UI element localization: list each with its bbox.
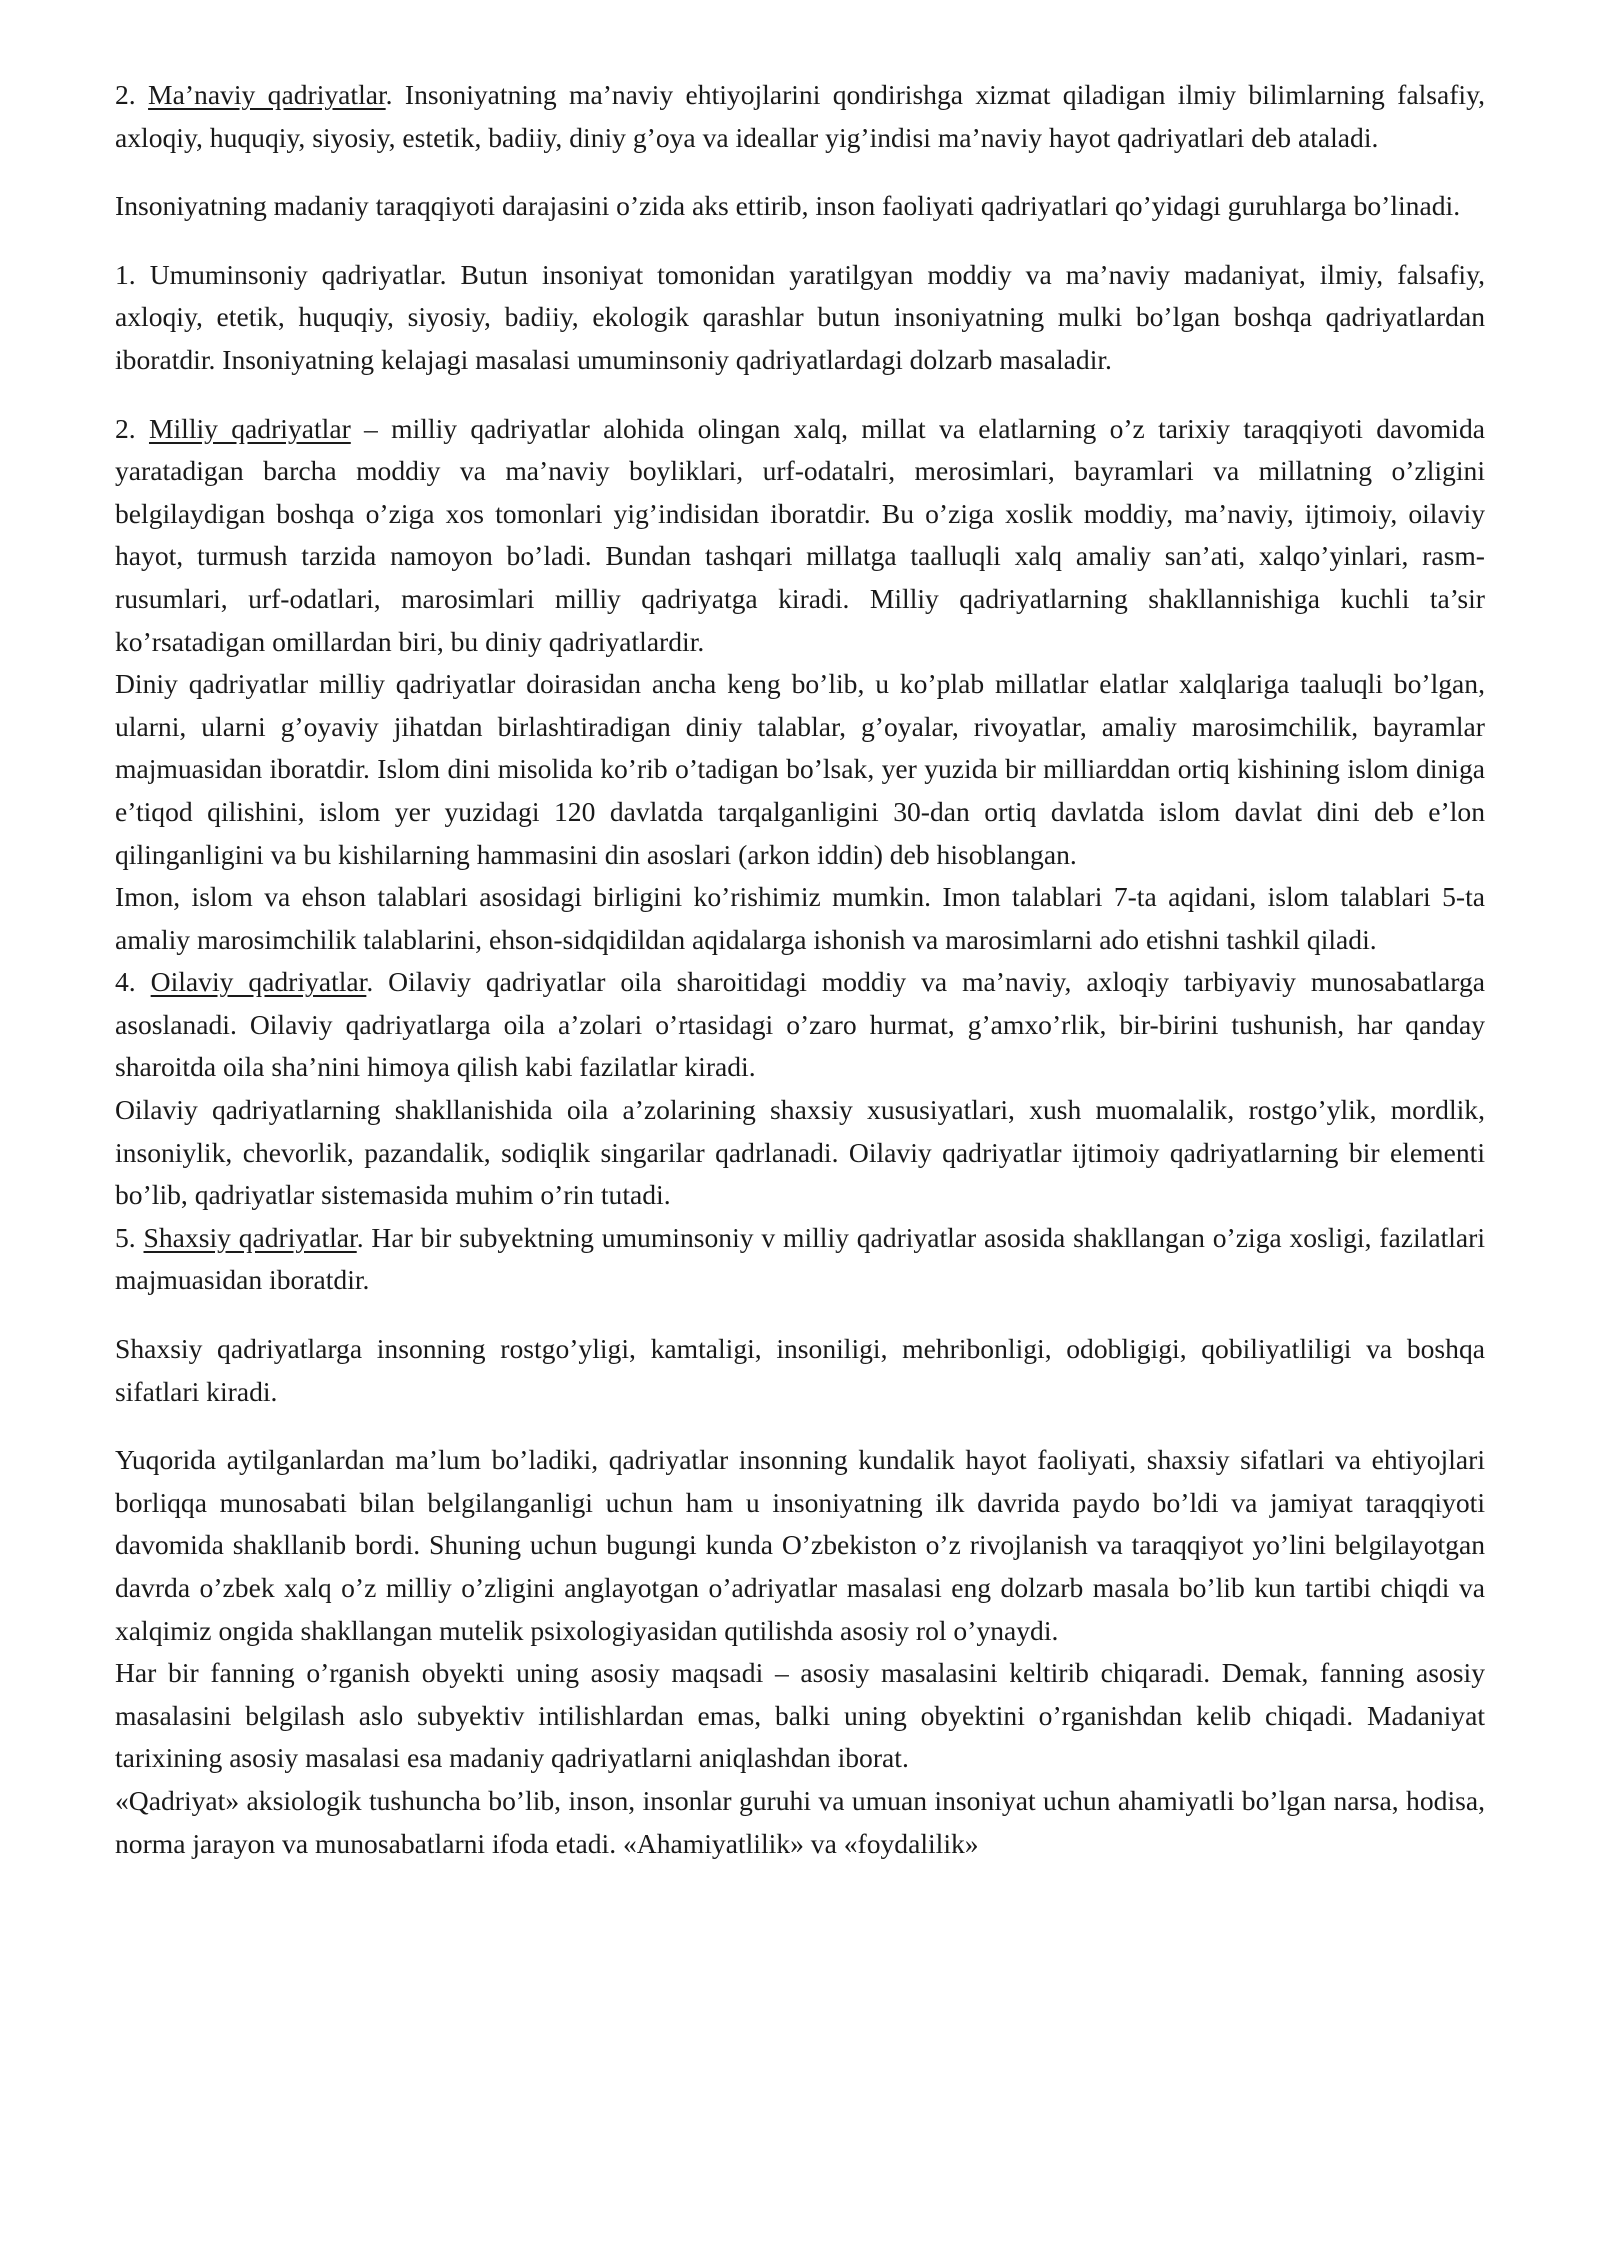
underlined-term: Ma’naviy qadriyatlar — [148, 79, 386, 110]
underlined-term: Oilaviy qadriyatlar — [150, 966, 367, 998]
paragraph-text: . Har bir subyektning umuminsoniy v milliy qadriyatlar asosida shakllangan o’ziga xosligi, fazilatlari majmuasidan iboratdir. — [115, 1221, 1486, 1296]
paragraph-value-concept: «Qadriyat» aksiologik tushuncha bo’lib, inson, insonlar guruhi va umuan insoniyat uchun ahamiyatli bo’lgan narsa, hodisa, norma jarayon va munosabatlarni ifoda etadi. «Ahamiyatlilik» va «foydalilik» — [115, 1784, 1485, 1859]
paragraph-science-object: Har bir fanning o’rganish obyekti uning asosiy maqsadi – asosiy masalasini keltirib chiqaradi. Demak, fanning asosiy masalasini belgilash aslo subyektiv intilishlardan emas, balki uning obyektini o’rganishdan kelib chiqadi. Madaniyat tarixining asosiy masalasi esa madaniy qadriyatlarni aniqlashdan iborat. — [115, 1657, 1485, 1774]
paragraph-text: . Oilaviy qadriyatlar oila sharoitidagi moddiy va ma’naviy, axloqiy tarbiyaviy munosabatlarga asoslanadi. Oilaviy qadriyatlarga oila a’zolari o’rtasidagi o’zaro hurmat, g’amxo’rlik, bir-birini tushunish, har qanday sharoitda oila sha’nini himoya qilish kabi fazilatlar kiradi. — [115, 966, 1486, 1083]
item-number: 2. — [115, 412, 149, 444]
paragraph-groups-intro: Insoniyatning madaniy taraqqiyoti darajasini o’zida aks ettirib, inson faoliyati qadriyatlari qo’yidagi guruhlarga bo’linadi. — [115, 190, 1461, 222]
underlined-term: Shaxsiy qadriyatlar — [143, 1221, 357, 1253]
paragraph-personal-values-list: Shaxsiy qadriyatlarga insonning rostgo’yligi, kamtaligi, insoniligi, mehribonligi, odobligigi, qobiliyatliligi va boshqa sifatlari kiradi. — [115, 1333, 1485, 1407]
paragraph-family-values-formation: Oilaviy qadriyatlarning shakllanishida oila a’zolarining shaxsiy xususiyatlari, xush muomalalik, rostgo’ylik, mordlik, insoniylik, chevorlik, pazandalik, sodiqlik singarilar qadrlanadi. Oilaviy qadriyatlar ijtimoiy qadriyatlarning bir elementi bo’lib, qadriyatlar sistemasida muhim o’rin tutadi. — [115, 1094, 1485, 1211]
paragraph-personal-values — [115, 1217, 1485, 1302]
paragraph-universal-values: 1. Umuminsoniy qadriyatlar. Butun insoniyat tomonidan yaratilgyan moddiy va ma’naviy madaniyat, ilmiy, falsafiy, axloqiy, etetik, huquqiy, siyosiy, badiiy, ekologik qarashlar butun insoniyatning mulki bo’lgan boshqa qadriyatlardan iboratdir. Insoniyatning kelajagi masalasi umuminsoniy qadriyatlardagi dolzarb masaladir. — [115, 258, 1485, 375]
paragraph-national-values — [115, 408, 1485, 664]
item-number: 4. — [115, 966, 151, 998]
paragraph-religious-values: Diniy qadriyatlar milliy qadriyatlar doirasidan ancha keng bo’lib, u ko’plab millatlar elatlar xalqlariga taaluqli bo’lgan, ularni, ularni g’oyaviy jihatdan birlashtiradigan diniy talablar, g’oyalar, rivoyatlar, amaliy marosimchilik, bayramlar majmuasidan iboratdir. Islom dini misolida ko’rib o’tadigan bo’lsak, yer yuzida bir milliarddan ortiq kishining islom diniga e’tiqod qilishini, islom yer yuzidagi 120 davlatda tarqalganligini 30-dan ortiq davlatda islom davlat dini deb e’lon qilinganligini va bu kishilarning hammasini din asoslari (arkon iddin) deb hisoblangan. — [115, 668, 1485, 870]
paragraph-iman-islam-ehson: Imon, islom va ehson talablari asosidagi birligini ko’rishimiz mumkin. Imon talablari 7-ta aqidani, islom talablari 5-ta amaliy marosimchilik talablarini, ehson-sidqidildan aqidalarga ishonish va marosimlarni ado etishni tashkil qiladi. — [115, 881, 1485, 955]
paragraph-conclusion: Yuqorida aytilganlardan ma’lum bo’ladiki, qadriyatlar insonning kundalik hayot faoliyati, shaxsiy sifatlari va ehtiyojlari borliqqa munosabati bilan belgilanganligi uchun ham u insoniyatning ilk davrida paydo bo’ldi va jamiyat taraqqiyoti davomida shakllanib bordi. Shuning uchun bugungi kunda O’zbekiston o’z rivojlanish va taraqqiyot yo’lini belgilayotgan davrda o’zbek xalq o’z milliy o’zligini anglayotgan o’adriyatlar masalasi eng dolzarb masala bo’lib kun tartibi chiqdi va xalqimiz ongida shakllangan mutelik psixologiyasidan qutilishda asosiy rol o’ynaydi. — [115, 1444, 1485, 1646]
underlined-term: Milliy qadriyatlar — [148, 412, 351, 444]
paragraph-text: – milliy qadriyatlar alohida olingan xalq, millat va elatlarning o’z tarixiy taraqqiyoti davomida yaratadigan barcha moddiy va ma’naviy boyliklari, urf-odatalri, merosimlari, bayramlari va millatning o’zligini belgilaydigan boshqa o’ziga xos tomonlari yig’indisidan iboratdir. Bu o’ziga xoslik moddiy, ma’naviy, ijtimoiy, oilaviy hayot, turmush tarzida namoyon bo’ladi. Bundan tashqari millatga taalluqli xalq amaliy san’ati, xalqo’yinlari, rasm-rusumlari, urf-odatlari, marosimlari milliy qadriyatga kiradi. Milliy qadriyatlarning shakllannishiga kuchli ta’sir ko’rsatadigan omillardan biri, bu diniy qadriyatlardir. — [115, 412, 1486, 657]
item-number: 5. — [115, 1221, 144, 1253]
paragraph-family-values — [115, 961, 1485, 1089]
paragraph-spiritual-values — [115, 74, 1485, 159]
paragraph-text: . Insoniyatning ma’naviy ehtiyojlarini qondirishga xizmat qiladigan ilmiy bilimlarning falsafiy, axloqiy, huquqiy, siyosiy, estetik, badiiy, diniy g’oya va ideallar yig’indisi ma’naviy hayot qadriyatlari deb ataladi. — [115, 79, 1486, 153]
item-number: 2. — [115, 79, 149, 110]
